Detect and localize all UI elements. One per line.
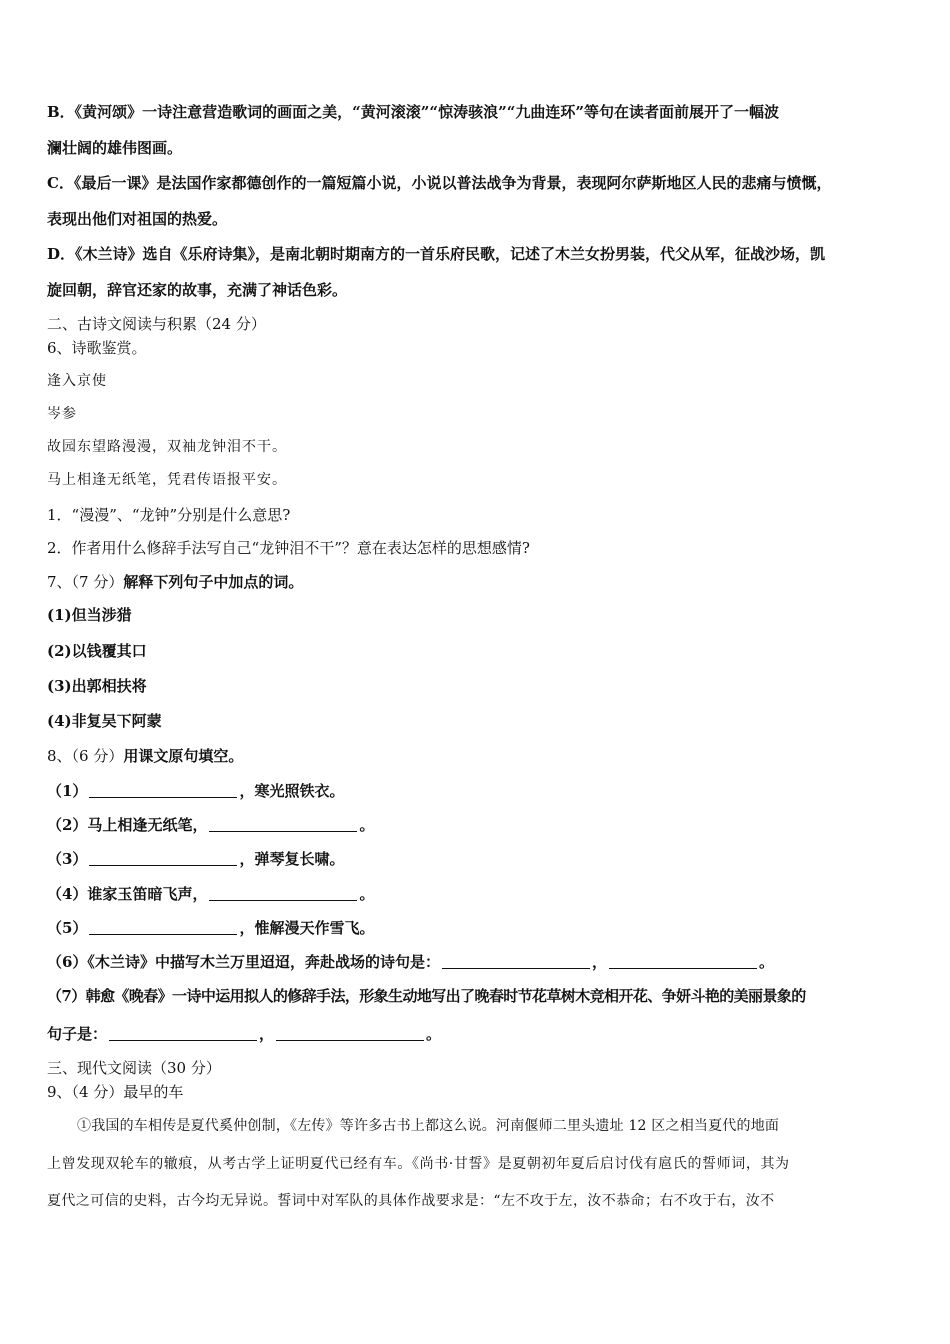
fill-1-suffix: ，寒光照铁衣。 bbox=[239, 782, 345, 800]
fill-6-separator: ， bbox=[591, 953, 607, 971]
question-8 bbox=[47, 746, 910, 766]
question-7-item-3: (3)出郭相扶将 bbox=[47, 677, 147, 695]
fill-7-prefix: 句子是： bbox=[47, 1025, 108, 1043]
passage-paragraph-1-line-2: 上曾发现双轮车的辙痕，从考古学上证明夏代已经有车。《尚书·甘誓》是夏朝初年夏后启讨伐有扈氏的誓师词，其为 bbox=[47, 1156, 790, 1172]
fill-7-separator: ， bbox=[259, 1025, 275, 1043]
question-7-number: 7、（7 分） bbox=[47, 573, 124, 591]
fill-5-prefix: （5） bbox=[47, 919, 88, 937]
fill-item-2 bbox=[47, 815, 910, 835]
fill-1-prefix: （1） bbox=[47, 782, 88, 800]
fill-6-blank-a[interactable] bbox=[442, 954, 590, 969]
poem-author: 岑参 bbox=[47, 406, 77, 422]
fill-3-suffix: ，弹琴复长啸。 bbox=[239, 850, 345, 868]
question-7 bbox=[47, 572, 910, 592]
question-6-1: 1．“漫漫”、“龙钟”分别是什么意思? bbox=[47, 506, 291, 524]
poem-line-1: 故园东望路漫漫，双袖龙钟泪不干。 bbox=[47, 439, 287, 455]
option-c-line-2: 表现出他们对祖国的热爱。 bbox=[47, 210, 228, 228]
fill-5-suffix: ，惟解漫天作雪飞。 bbox=[239, 919, 375, 937]
option-d-line-1: D．《木兰诗》选自《乐府诗集》，是南北朝时期南方的一首乐府民歌，记述了木兰女扮男装，代父从军，征战沙场，凯 bbox=[47, 245, 826, 263]
question-6: 6、诗歌鉴赏。 bbox=[47, 339, 147, 357]
fill-item-3 bbox=[47, 849, 910, 869]
fill-item-7-line-2 bbox=[47, 1024, 910, 1044]
fill-6-prefix: （6）《木兰诗》中描写木兰万里迢迢，奔赴战场的诗句是： bbox=[47, 953, 440, 971]
fill-3-prefix: （3） bbox=[47, 850, 88, 868]
fill-7-suffix: 。 bbox=[426, 1025, 442, 1043]
fill-1-blank[interactable] bbox=[89, 783, 237, 798]
fill-7-blank-b[interactable] bbox=[276, 1026, 424, 1041]
passage-paragraph-1-line-1: ①我国的车相传是夏代奚仲创制，《左传》等许多古书上都这么说。河南偃师二里头遗址 12 区之相当夏代的地面 bbox=[77, 1118, 780, 1134]
option-c-line-1: C．《最后一课》是法国作家都德创作的一篇短篇小说，小说以普法战争为背景，表现阿尔萨斯地区人民的悲痛与愤慨， bbox=[47, 174, 832, 192]
fill-7-blank-a[interactable] bbox=[109, 1026, 257, 1041]
poem-title: 逢入京使 bbox=[47, 373, 107, 389]
question-7-item-4: (4)非复吴下阿蒙 bbox=[47, 712, 162, 730]
question-9: 9、（4 分）最早的车 bbox=[47, 1083, 184, 1101]
fill-4-blank[interactable] bbox=[209, 886, 357, 901]
fill-item-5 bbox=[47, 918, 910, 938]
fill-item-4 bbox=[47, 884, 910, 904]
option-b-line-1: B．《黄河颂》一诗注意营造歌词的画面之美，“黄河滚滚”“惊涛骇浪”“九曲连环”等句在读者面前展开了一幅波 bbox=[47, 103, 779, 121]
question-7-item-1: (1)但当涉猎 bbox=[47, 606, 132, 624]
fill-4-prefix: （4）谁家玉笛暗飞声， bbox=[47, 885, 208, 903]
fill-item-6 bbox=[47, 952, 910, 972]
fill-2-blank[interactable] bbox=[209, 817, 357, 832]
fill-4-suffix: 。 bbox=[359, 885, 375, 903]
question-6-2: 2．作者用什么修辞手法写自己“龙钟泪不干”？意在表达怎样的思想感情? bbox=[47, 539, 530, 557]
section-2-title: 二、古诗文阅读与积累（24 分） bbox=[47, 315, 266, 333]
fill-item-7-line-1: （7）韩愈《晚春》一诗中运用拟人的修辞手法，形象生动地写出了晚春时节花草树木竞相开花、争妍斗艳的美丽景象的 bbox=[47, 987, 806, 1005]
fill-2-prefix: （2）马上相逢无纸笔， bbox=[47, 816, 208, 834]
question-7-text: 解释下列句子中加点的词。 bbox=[123, 573, 304, 591]
fill-2-suffix: 。 bbox=[359, 816, 375, 834]
fill-3-blank[interactable] bbox=[89, 851, 237, 866]
option-d-line-2: 旋回朝，辞官还家的故事，充满了神话色彩。 bbox=[47, 281, 348, 299]
section-3-title: 三、现代文阅读（30 分） bbox=[47, 1059, 221, 1077]
question-8-number: 8、（6 分） bbox=[47, 747, 124, 765]
question-8-text: 用课文原句填空。 bbox=[123, 747, 244, 765]
option-b-line-2: 澜壮阔的雄伟图画。 bbox=[47, 139, 183, 157]
poem-line-2: 马上相逢无纸笔，凭君传语报平安。 bbox=[47, 472, 287, 488]
passage-paragraph-1-line-3: 夏代之可信的史料，古今均无异说。誓词中对军队的具体作战要求是：“左不攻于左，汝不恭命；右不攻于右，汝不 bbox=[47, 1193, 775, 1209]
fill-5-blank[interactable] bbox=[89, 920, 237, 935]
fill-item-1 bbox=[47, 781, 910, 801]
fill-6-suffix: 。 bbox=[758, 953, 774, 971]
fill-6-blank-b[interactable] bbox=[609, 954, 757, 969]
question-7-item-2: (2)以钱覆其口 bbox=[47, 642, 147, 660]
